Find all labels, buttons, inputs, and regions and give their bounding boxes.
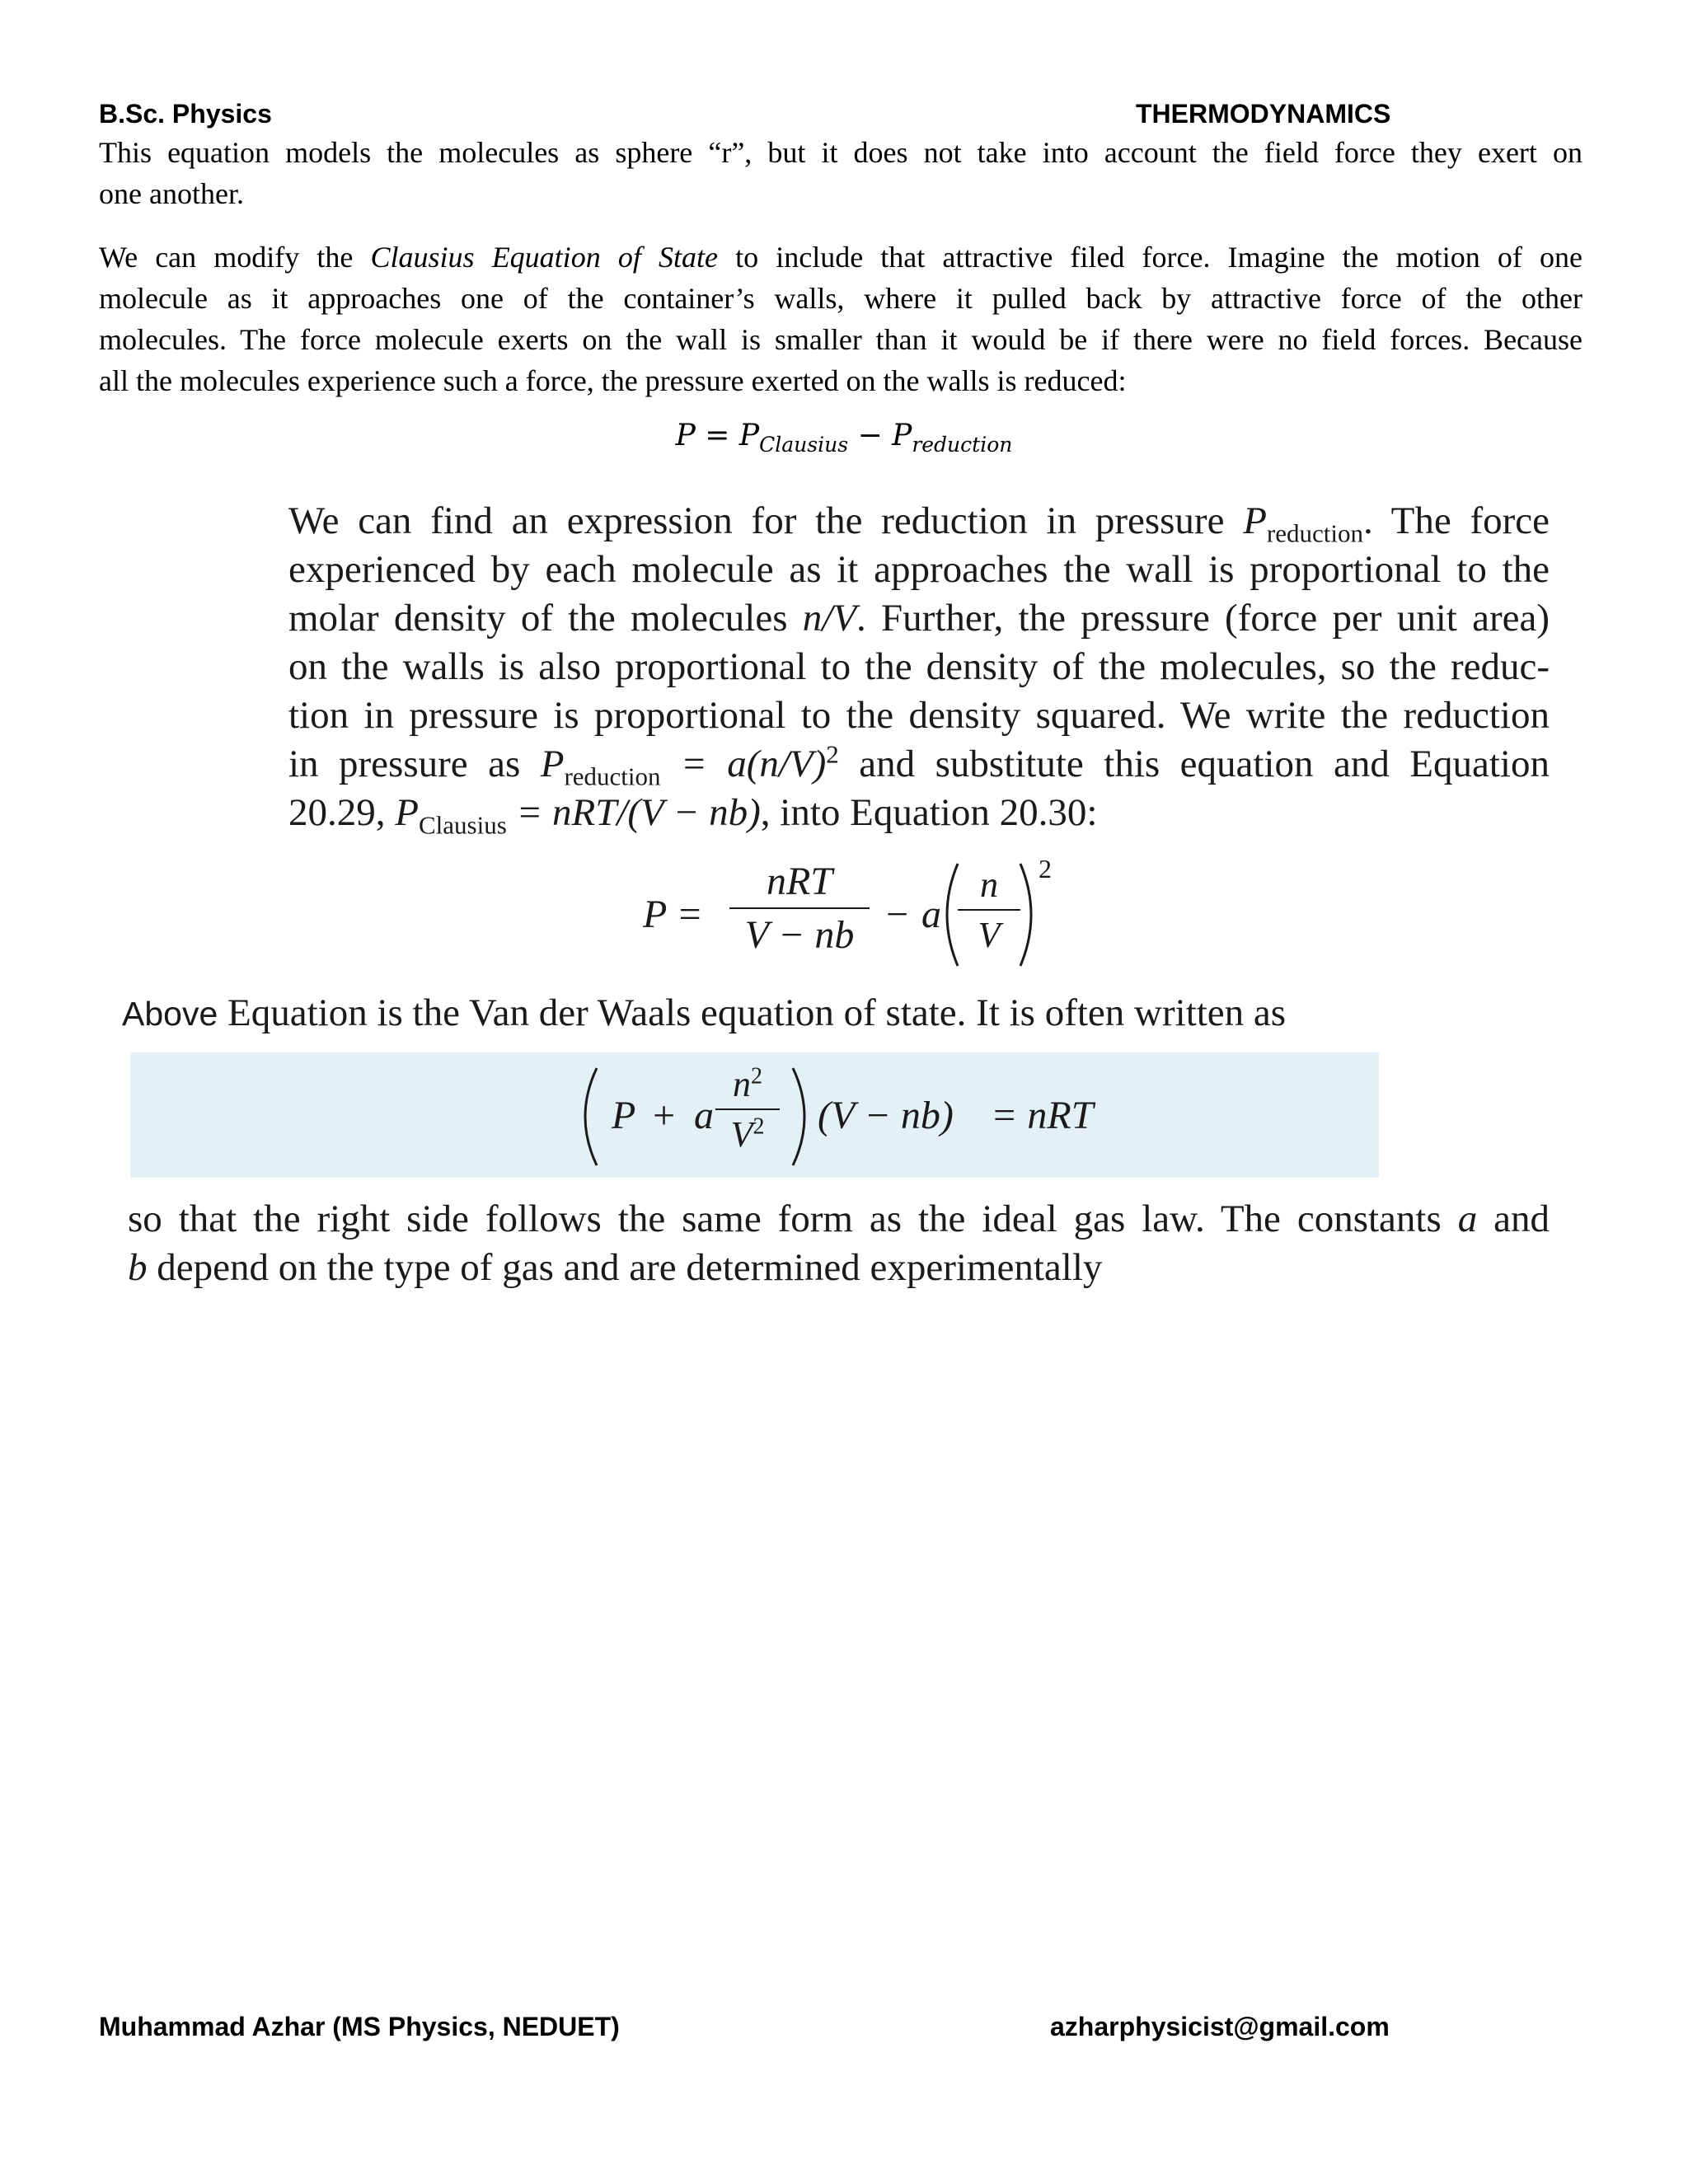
eq1-sub-reduction: reduction [912, 433, 1013, 457]
above-rest: Equation is the Van der Waals equation of state. It is often written as [218, 991, 1287, 1034]
eq2-fraction-bar [729, 907, 870, 909]
tail-l1-end: and [1477, 1197, 1550, 1240]
tail-line-1 [128, 1195, 1550, 1244]
book-l6-end: and substitute this equation and Equation [838, 743, 1550, 785]
book-l3-end: . Further, the pressure (force per unit area) [856, 597, 1550, 640]
eq2-inner-num: n [980, 865, 998, 905]
modify-paragraph [99, 237, 1582, 401]
pressure-reduction-equation [0, 419, 1688, 457]
book-line-6 [288, 740, 1550, 789]
book-l7-expr: = nRT/(V − nb) [506, 791, 761, 834]
modify-line-1 [99, 237, 1582, 278]
modify-line-1-start: We can modify the [99, 241, 354, 274]
eq2-numerator: nRT [766, 860, 832, 903]
eq2-lhs: P = [643, 893, 703, 936]
header-course: B.Sc. Physics [99, 99, 272, 129]
eq2-inner-den: V [978, 915, 1001, 955]
eq3-denominator [715, 1113, 780, 1155]
above-line [122, 991, 1573, 1035]
eq2-inner-fraction [958, 864, 1020, 956]
book-l1-sub: reduction [1266, 518, 1363, 548]
intro-line-2: one another. [99, 177, 244, 210]
modify-line-1-end: to include that attractive filed force. Imagine the motion of one [735, 241, 1583, 274]
book-line-3 [288, 594, 1550, 643]
book-line-1 [288, 497, 1550, 546]
tail-l1-text: so that the right side follows the same form as the ideal gas law. The constants [128, 1197, 1458, 1240]
book-l6-sub: reduction [564, 762, 661, 791]
eq3-den-v: V [730, 1114, 753, 1155]
eq1-lhs: P = P [675, 419, 760, 452]
book-line-7 [288, 789, 1550, 840]
eq1-sub-clausius: Clausius [759, 433, 849, 457]
book-line-5: tion in pressure is proportional to the density squared. We write the reduction [288, 694, 1550, 737]
eq3-num-n: n [733, 1064, 751, 1104]
eq3-a: a [694, 1094, 714, 1137]
book-l3-text: molar density of the molecules [288, 597, 803, 640]
eq3-plus: + [653, 1094, 676, 1137]
book-l6-symbol: P [540, 743, 565, 785]
book-l7-end: , into Equation 20.30: [760, 791, 1098, 834]
closing-paragraph [128, 1195, 1550, 1292]
footer-author: Muhammad Azhar (MS Physics, NEDUET) [99, 2012, 620, 2041]
tail-line-2 [128, 1244, 1550, 1292]
clausius-term: Clausius Equation of State [370, 241, 718, 274]
book-l1-text: We can find an expression for the reduction in pressure [288, 499, 1244, 542]
book-l7-sub: Clausius [418, 810, 507, 840]
above-word: Above [122, 995, 218, 1033]
book-line-2: experienced by each molecule as it approaches the wall is proportional to the [288, 548, 1550, 591]
eq2-a: a [921, 893, 941, 936]
tail-l1-a: a [1457, 1197, 1478, 1240]
book-l6-sup: 2 [826, 739, 839, 769]
book-l6-expr: = a(n/V) [660, 743, 827, 785]
eq1-minus: − P [848, 419, 912, 452]
eq2-minus: − [886, 893, 909, 936]
eq3-numerator [715, 1063, 780, 1105]
vdw-explicit-equation [635, 854, 1096, 972]
book-l1-symbol: P [1243, 499, 1267, 542]
modify-line-3: molecules. The force molecule exerts on the wall is smaller than it would be if there were no field forces. Because [99, 323, 1582, 356]
footer-email[interactable]: azharphysicist@gmail.com [1050, 2012, 1390, 2041]
book-l1-end: . The force [1363, 499, 1550, 542]
eq3-fraction [715, 1063, 780, 1155]
intro-line-1: This equation models the molecules as sphere “r”, but it does not take into account the field force they exert on [99, 136, 1582, 169]
eq2-inner-bar [958, 909, 1020, 911]
vdw-standard-equation [577, 1063, 1154, 1170]
tail-l2-text: depend on the type of gas and are determined experimentally [147, 1246, 1103, 1289]
tail-l2-b: b [128, 1246, 148, 1289]
eq3-fraction-bar [715, 1108, 780, 1110]
eq3-num-exp: 2 [751, 1063, 762, 1090]
book-l7-text: 20.29, [288, 791, 396, 834]
eq3-p: P [612, 1094, 636, 1137]
modify-line-2: molecule as it approaches one of the container’s walls, where it pulled back by attractive force of the other [99, 282, 1582, 315]
eq3-rhs: = nRT [991, 1094, 1094, 1137]
eq3-rest: (V − nb) [818, 1094, 954, 1137]
intro-paragraph [99, 132, 1582, 214]
book-l6-text: in pressure as [288, 743, 541, 785]
eq2-fraction [729, 859, 870, 958]
book-line-4: on the walls is also proportional to the density of the molecules, so the reduc- [288, 645, 1550, 688]
modify-line-4: all the molecules experience such a force, the pressure exerted on the walls is reduced: [99, 364, 1127, 397]
header-subject: THERMODYNAMICS [1136, 99, 1391, 129]
eq2-exponent: 2 [1039, 854, 1052, 883]
eq3-den-exp: 2 [753, 1113, 765, 1140]
book-l3-symbol: n/V [802, 597, 857, 640]
textbook-excerpt [288, 497, 1550, 840]
book-l7-symbol: P [395, 791, 419, 834]
eq2-denominator: V − nb [744, 913, 855, 957]
